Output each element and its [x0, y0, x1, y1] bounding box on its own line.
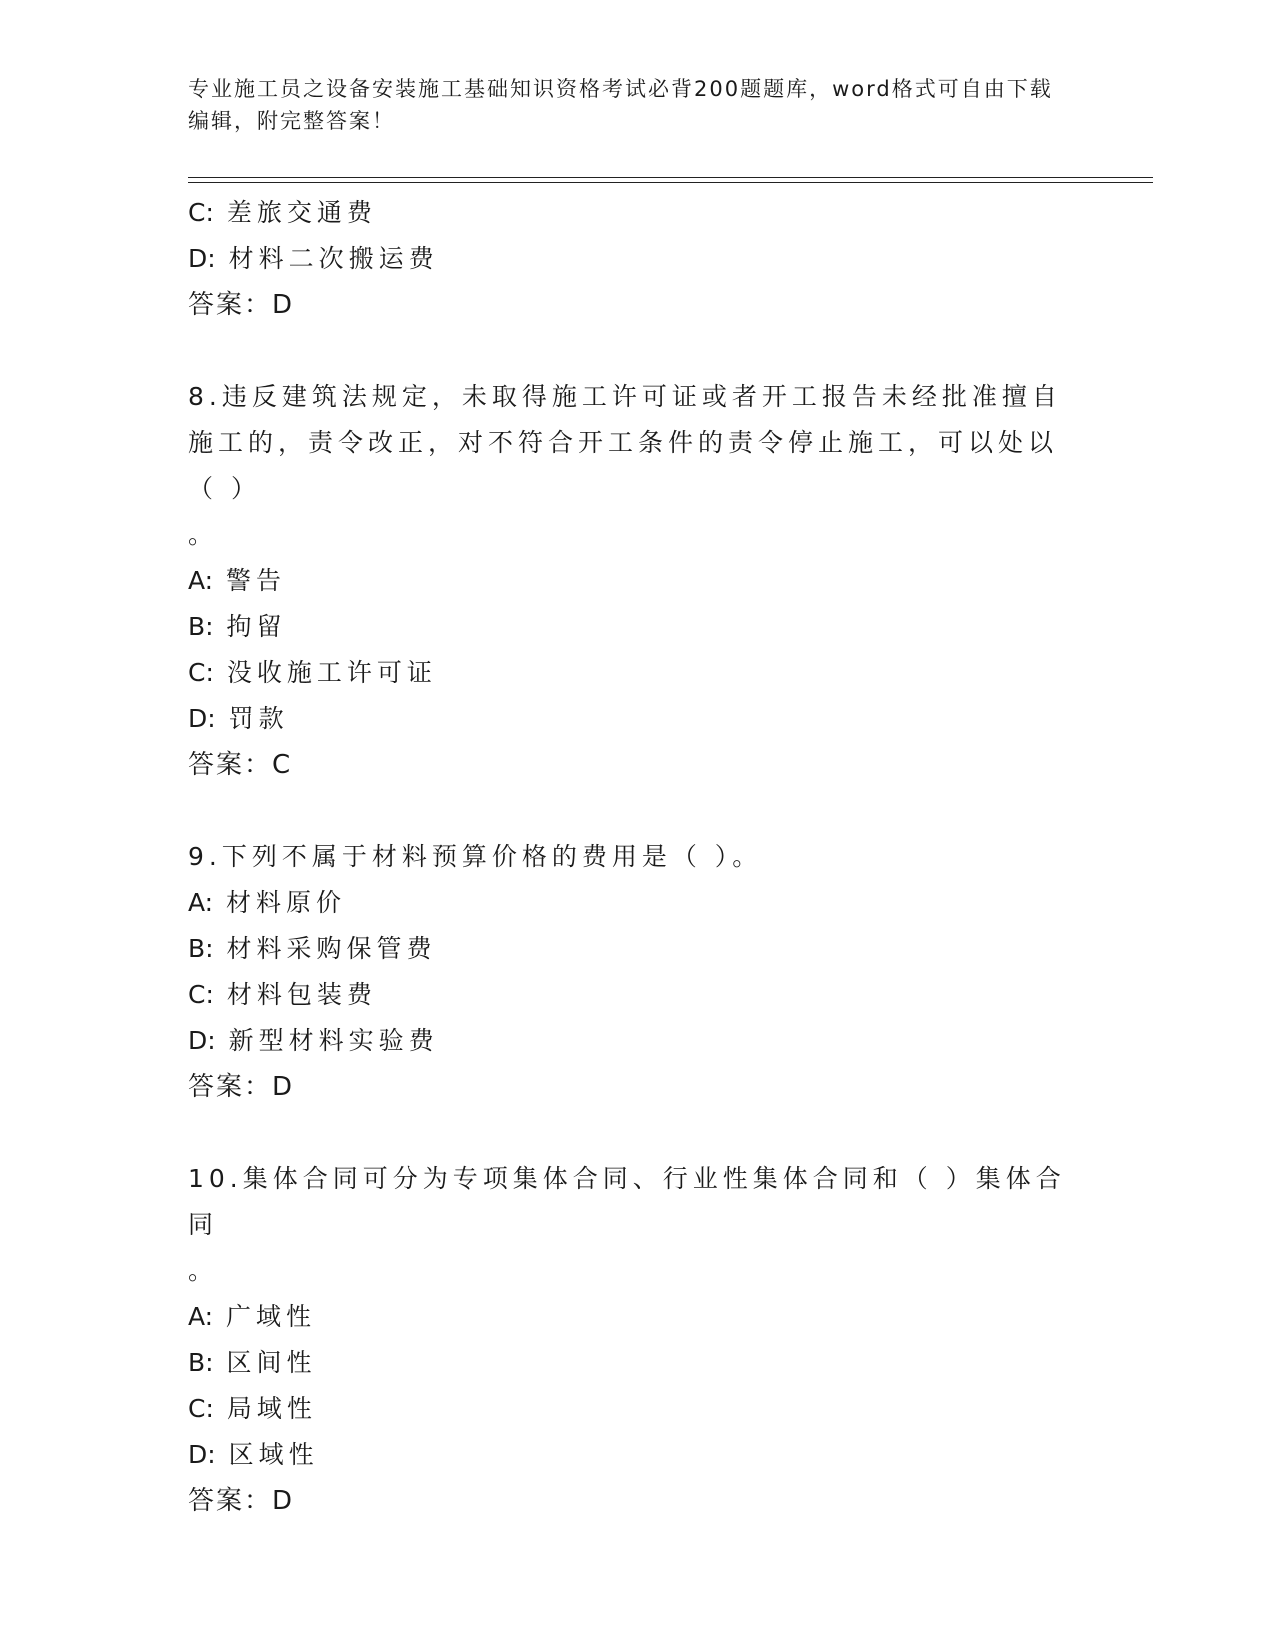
option-text: 局域性	[226, 1394, 317, 1423]
option-text: 没收施工许可证	[226, 658, 437, 687]
option-line	[188, 558, 1068, 604]
option-text: 警告	[226, 566, 287, 595]
question-block	[188, 834, 1068, 1110]
option-label: D:	[188, 704, 216, 733]
option-line	[188, 1294, 1068, 1340]
header-divider-bottom	[188, 182, 1153, 183]
option-label: C:	[188, 658, 214, 687]
option-line	[188, 1018, 1068, 1064]
header-divider-top	[188, 177, 1153, 178]
option-text: 区域性	[228, 1440, 319, 1469]
answer-line: 答案：C	[188, 750, 293, 780]
option-text: 材料采购保管费	[226, 934, 437, 963]
document-header-title: 专业施工员之设备安装施工基础知识资格考试必背200题题库，word格式可自由下载编辑，附完整答案！	[188, 77, 1053, 133]
question-stem-tail: 。	[188, 520, 219, 549]
option-label: A:	[188, 1302, 214, 1331]
option-line	[188, 1340, 1068, 1386]
option-line	[188, 604, 1068, 650]
option-label: C:	[188, 1394, 214, 1423]
question-stem: 9.下列不属于材料预算价格的费用是（ ）。	[188, 842, 763, 871]
option-line	[188, 972, 1068, 1018]
option-text: 材料包装费	[226, 980, 377, 1009]
option-line	[188, 696, 1068, 742]
option-text: 广域性	[226, 1302, 317, 1331]
answer-line: 答案：D	[188, 290, 295, 320]
option-text: 拘留	[226, 612, 287, 641]
option-label: B:	[188, 934, 214, 963]
answer-line: 答案：D	[188, 1486, 295, 1516]
option-label: D:	[188, 244, 216, 273]
question-block	[188, 374, 1068, 788]
question-stem: 8.违反建筑法规定，未取得施工许可证或者开工报告未经批准擅自施工的，责令改正，对不符合开工条件的责令停止施工，可以处以（ ）	[188, 382, 1062, 503]
option-line	[188, 190, 1068, 236]
option-line	[188, 926, 1068, 972]
option-label: A:	[188, 888, 214, 917]
question-stem-tail: 。	[188, 1256, 219, 1285]
option-text: 区间性	[226, 1348, 317, 1377]
option-line	[188, 880, 1068, 926]
option-line	[188, 1386, 1068, 1432]
option-text: 材料原价	[226, 888, 347, 917]
option-label: D:	[188, 1440, 216, 1469]
option-label: D:	[188, 1026, 216, 1055]
option-line	[188, 1432, 1068, 1478]
prev-question-block	[188, 190, 1068, 328]
option-text: 差旅交通费	[226, 198, 377, 227]
question-stem: 10.集体合同可分为专项集体合同、行业性集体合同和（ ）集体合同	[188, 1164, 1066, 1239]
option-label: C:	[188, 198, 214, 227]
option-label: B:	[188, 612, 214, 641]
option-text: 材料二次搬运费	[228, 244, 439, 273]
answer-line: 答案：D	[188, 1072, 295, 1102]
option-text: 罚款	[228, 704, 289, 733]
option-label: A:	[188, 566, 214, 595]
question-list	[188, 190, 1068, 1524]
option-label: C:	[188, 980, 214, 1009]
option-line	[188, 236, 1068, 282]
question-block	[188, 1156, 1068, 1524]
option-label: B:	[188, 1348, 214, 1377]
option-line	[188, 650, 1068, 696]
option-text: 新型材料实验费	[228, 1026, 439, 1055]
